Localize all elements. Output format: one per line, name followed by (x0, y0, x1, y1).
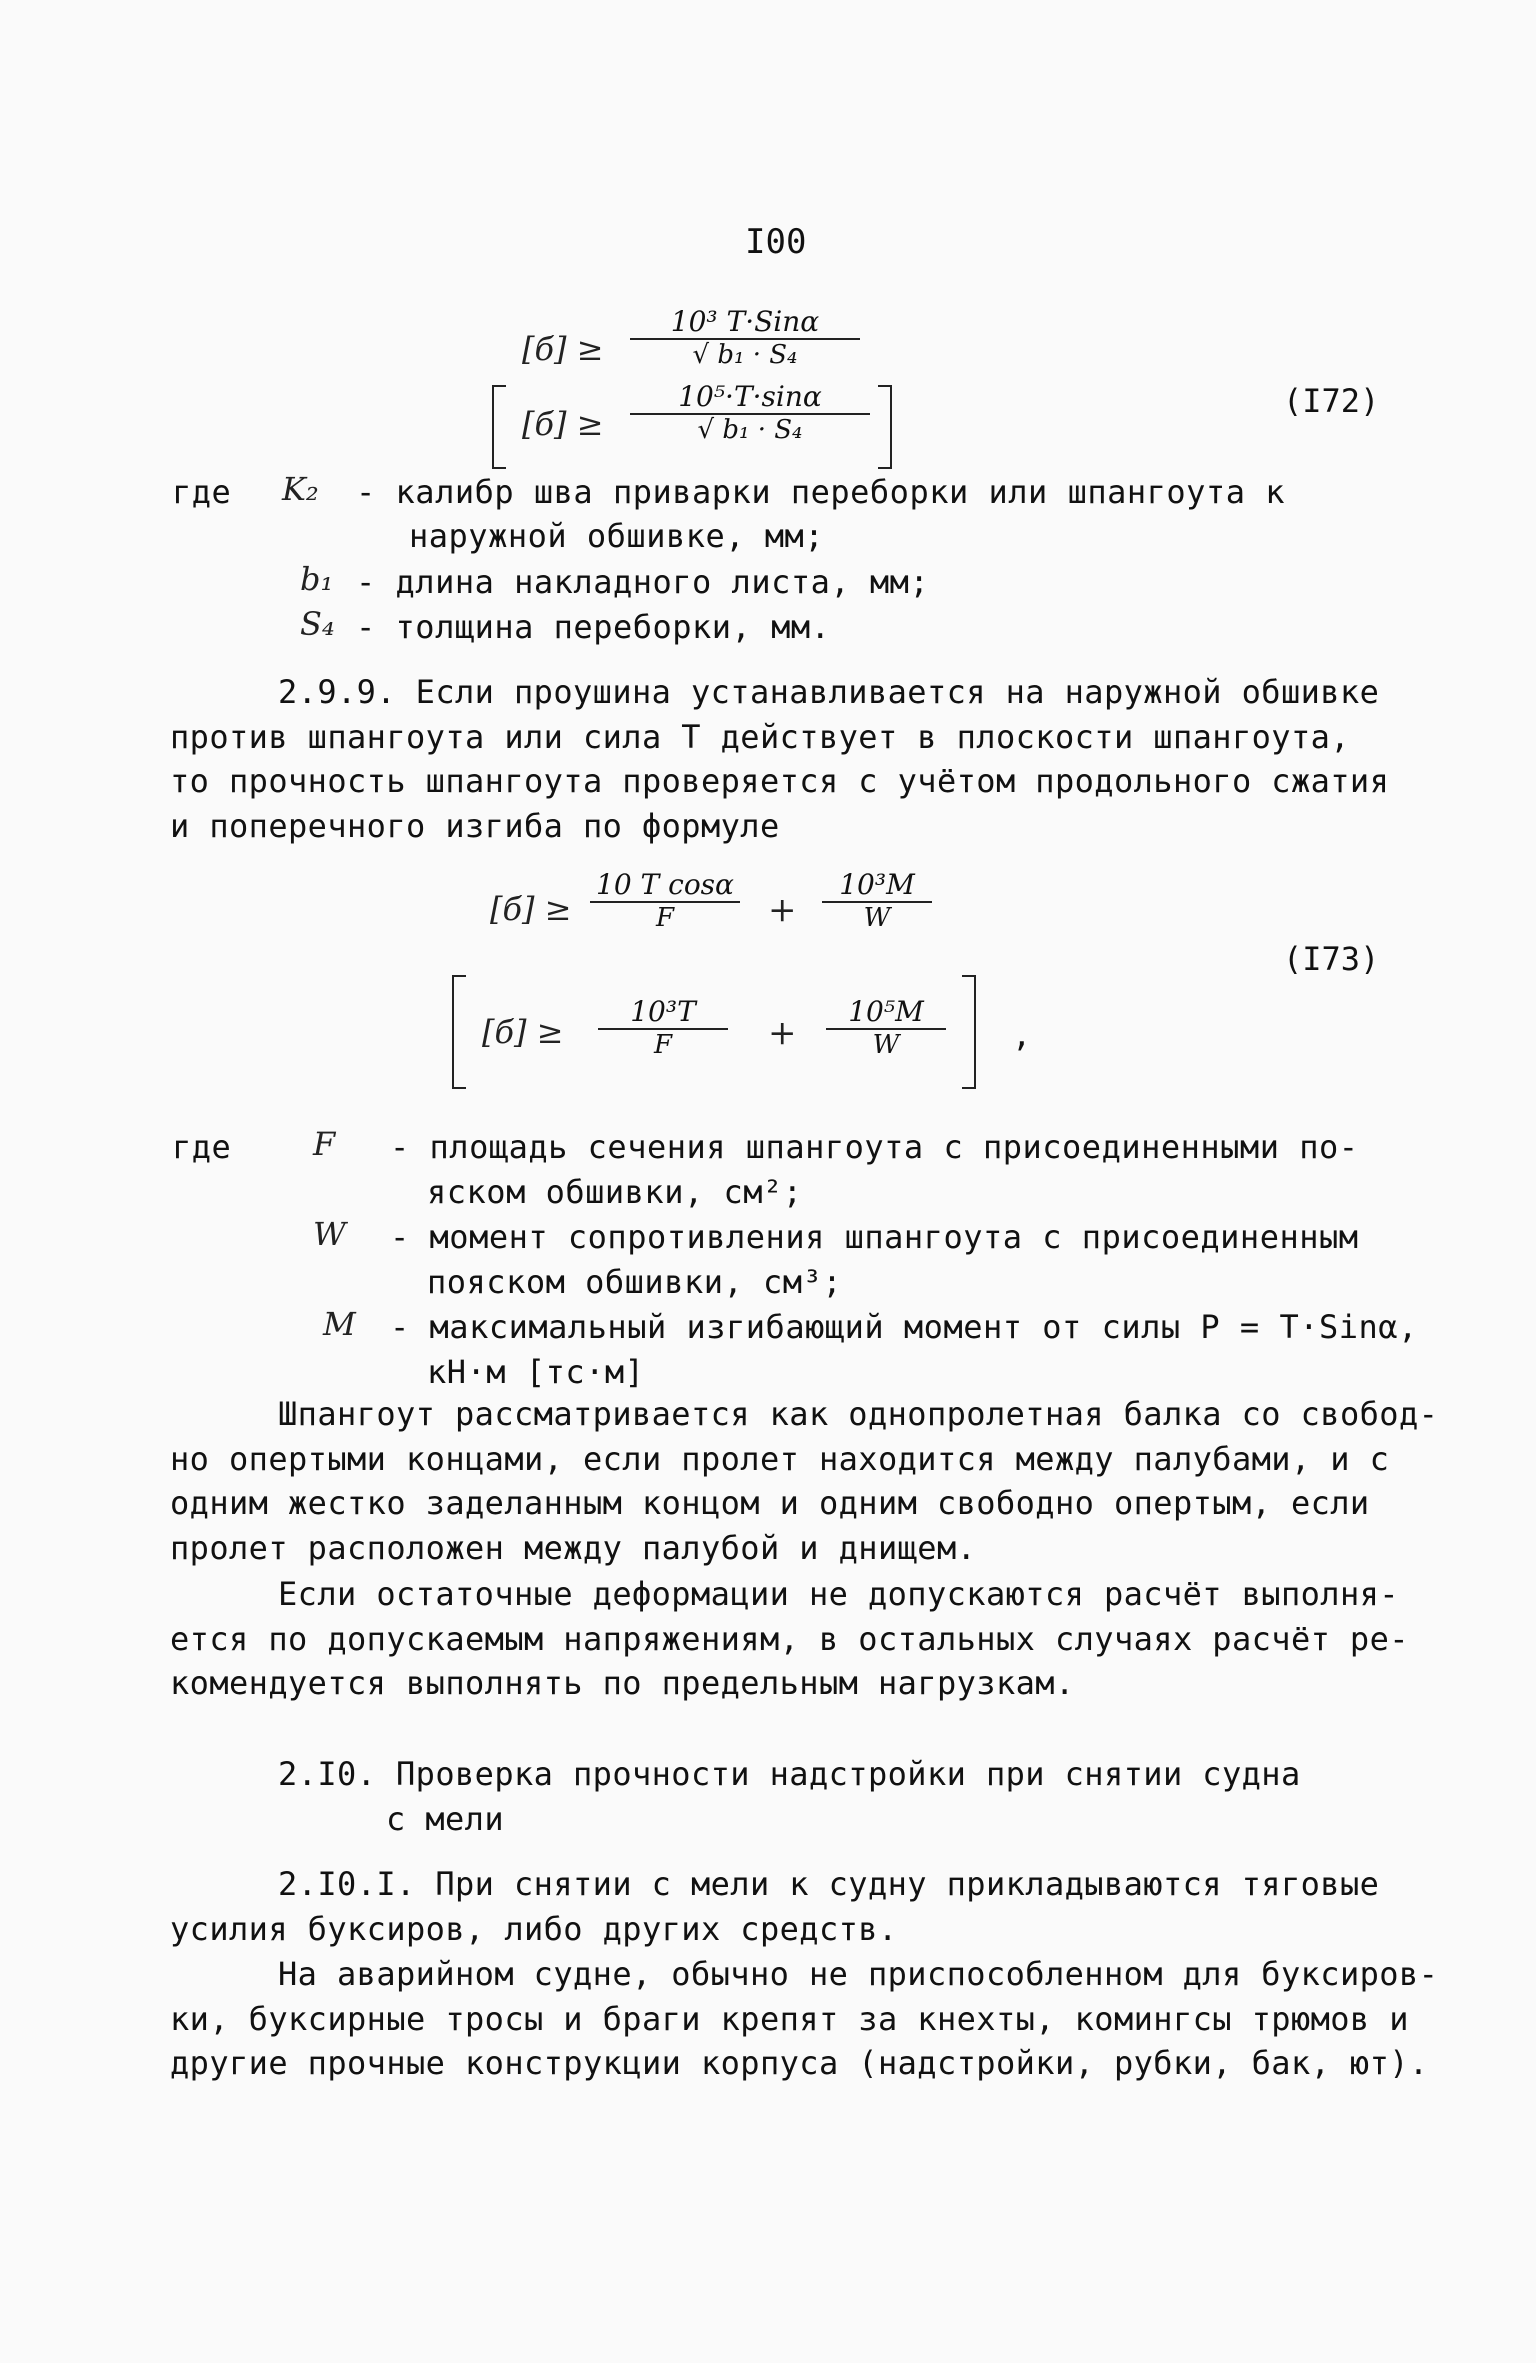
text-line: 2.I0.I. При снятии с мели к судну прикладываются тяговые (278, 1865, 1380, 1903)
eq172-lhs-1: [б] ≥ (522, 330, 604, 368)
eq173-numerator-2: 10³M (839, 868, 915, 901)
equation-number-173: (I73) (1283, 940, 1380, 978)
trailing-comma: , (1012, 1016, 1032, 1054)
text-line: другие прочные конструкции корпуса (надстройки, рубки, бак, ют). (170, 2044, 1429, 2082)
definition-k2: - калибр шва приварки переборки или шпангоута к (356, 473, 1285, 511)
definition-f: - площадь сечения шпангоута с присоединенными по- (390, 1128, 1359, 1166)
section-heading-line: с мели (386, 1799, 504, 1838)
text-line: и поперечного изгиба по формуле (170, 806, 780, 845)
section-heading-2-10 (278, 1752, 1301, 1841)
paragraph-2-9-9 (170, 670, 1389, 848)
text-line: усилия буксиров, либо других средств. (170, 1909, 898, 1948)
eq173-lhs-2: [б] ≥ (482, 1013, 564, 1051)
left-bracket (492, 385, 506, 469)
eq172-numerator-1: 10³ T·Sinα (670, 305, 820, 338)
section-heading-line: 2.I0. Проверка прочности надстройки при снятии судна (278, 1755, 1301, 1793)
text-line: 2.9.9. Если проушина устанавливается на наружной обшивке (278, 673, 1380, 711)
left-bracket (452, 975, 466, 1089)
eq172-fraction-2 (630, 380, 870, 445)
paragraph-deformations (170, 1572, 1409, 1706)
eq173-denominator-4: W (872, 1030, 900, 1060)
paragraph-2-10-1 (170, 1862, 1379, 1951)
equation-number-172: (I72) (1283, 382, 1380, 420)
right-bracket (962, 975, 976, 1089)
plus-sign: + (768, 890, 797, 930)
eq173-denominator-1: F (655, 903, 675, 933)
definition-w-cont: пояском обшивки, см³; (427, 1263, 843, 1301)
where-label: где (172, 1128, 232, 1166)
eq173-denominator-2: W (863, 903, 891, 933)
symbol-m: M (323, 1305, 356, 1343)
symbol-k2: K₂ (282, 470, 319, 508)
definition-m: - максимальный изгибающий момент от силы P = T·Sinα, (390, 1308, 1418, 1346)
eq173-lhs-1: [б] ≥ (490, 890, 572, 928)
eq173-fraction-1 (590, 868, 740, 933)
page-number: I00 (745, 222, 807, 262)
eq173-numerator-4: 10⁵M (848, 995, 924, 1028)
eq172-denominator-1: √ b₁ · S₄ (692, 340, 798, 370)
definition-b1: - длина накладного листа, мм; (356, 563, 930, 601)
definition-k2-cont: наружной обшивке, мм; (409, 517, 825, 555)
eq172-numerator-2: 10⁵·T·sinα (678, 380, 822, 413)
eq172-lhs-2: [б] ≥ (522, 405, 604, 443)
text-line: Если остаточные деформации не допускаются расчёт выполня- (278, 1575, 1399, 1613)
text-line: На аварийном судне, обычно не приспособленном для буксиров- (278, 1955, 1439, 1993)
definition-s4: - толщина переборки, мм. (356, 608, 831, 646)
text-line: то прочность шпангоута проверяется с учётом продольного сжатия (170, 762, 1390, 800)
eq173-numerator-1: 10 T cosα (596, 868, 734, 901)
text-line: но опертыми концами, если пролет находится между палубами, и с (170, 1439, 1390, 1478)
symbol-s4: S₄ (300, 605, 335, 643)
symbol-f: F (313, 1125, 336, 1163)
eq173-denominator-3: F (653, 1030, 673, 1060)
where-label: где (172, 473, 232, 511)
plus-sign: + (768, 1013, 797, 1053)
eq172-fraction-1 (630, 305, 860, 370)
text-line: комендуется выполнять по предельным нагрузкам. (170, 1664, 1075, 1702)
paragraph-frame-span (170, 1392, 1438, 1570)
eq173-fraction-4 (826, 995, 946, 1060)
definition-w: - момент сопротивления шпангоута с присоединенным (390, 1218, 1359, 1256)
text-line: пролет расположен между палубой и днищем. (170, 1528, 977, 1567)
definition-f-cont: яском обшивки, см²; (427, 1173, 803, 1211)
definition-m-cont: кН·м [тс·м] (427, 1353, 645, 1391)
right-bracket (878, 385, 892, 469)
text-line: ки, буксирные тросы и браги крепят за кнехты, комингсы трюмов и (170, 1999, 1409, 2038)
text-line: ется по допускаемым напряжениям, в остальных случаях расчёт ре- (170, 1619, 1409, 1658)
eq173-fraction-2 (822, 868, 932, 933)
paragraph-towing (170, 1952, 1438, 2086)
text-line: одним жестко заделанным концом и одним свободно опертым, если (170, 1484, 1370, 1522)
text-line: Шпангоут рассматривается как однопролетная балка со свобод- (278, 1395, 1439, 1433)
eq172-denominator-2: √ b₁ · S₄ (697, 415, 803, 445)
symbol-b1: b₁ (300, 560, 334, 598)
symbol-w: W (313, 1215, 346, 1253)
text-line: против шпангоута или сила T действует в плоскости шпангоута, (170, 717, 1350, 756)
eq173-fraction-3 (598, 995, 728, 1060)
eq173-numerator-3: 10³T (630, 995, 696, 1028)
